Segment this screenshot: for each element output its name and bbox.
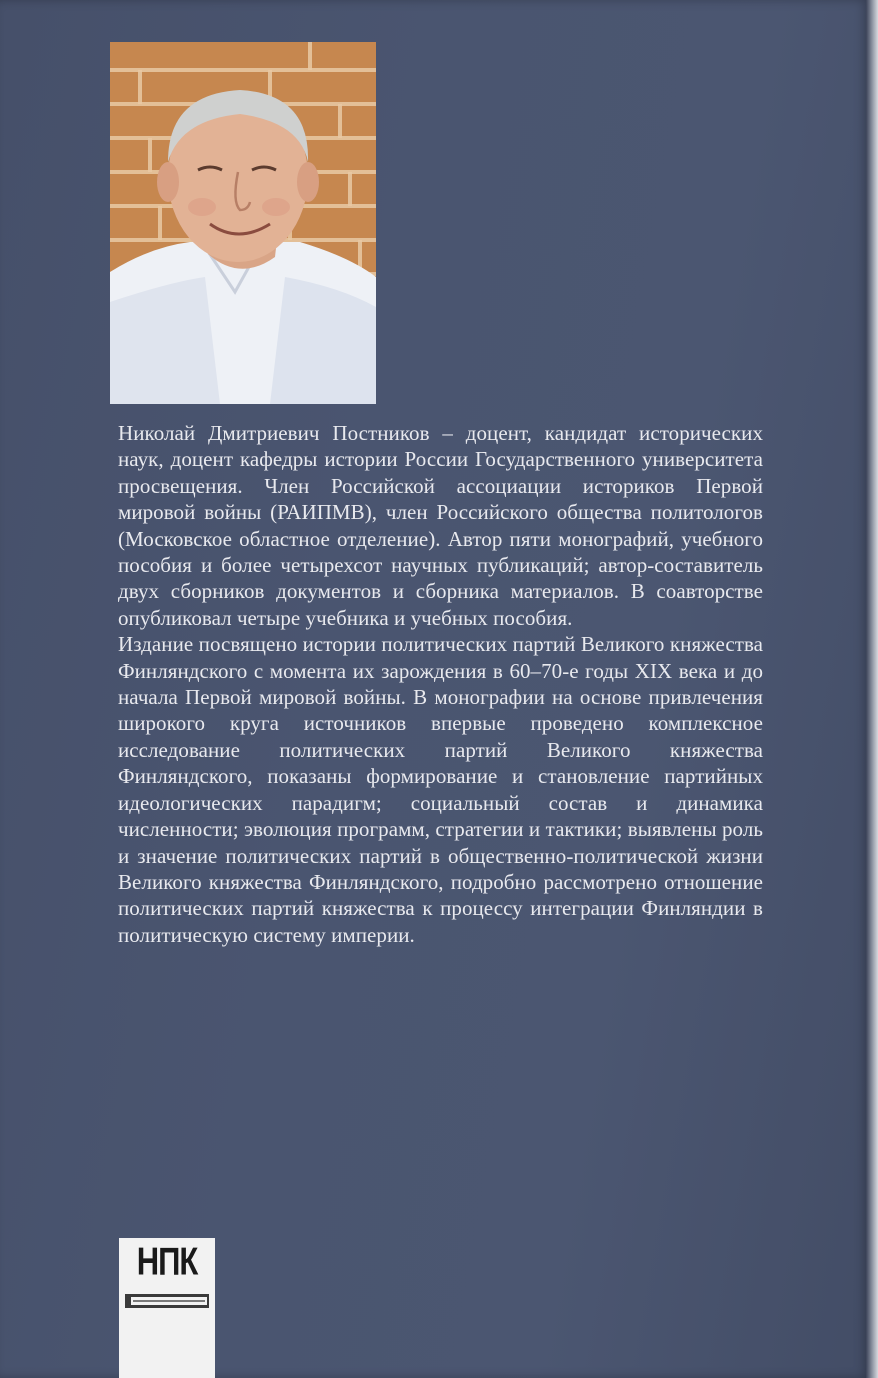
- author-biography: Николай Дмитриевич Постников – доцент, кандидат исторических наук, доцент кафедры истории России Государственного университета просвещения. Член Российской ассоциации историков Первой мировой войны (РАИПМВ), член Российского общества политологов (Московское областное отделение). Автор пяти монографий, учебного пособия и более четырехсот научных публикаций; автор-составитель двух сборников документов и сборника материалов. В соавторстве опубликовал четыре учебника и учебных пособия.: [118, 421, 763, 630]
- cover-edge: [866, 0, 878, 1378]
- back-cover-text: [118, 420, 763, 948]
- book-annotation: Издание посвящено истории политических партий Великого княжества Финляндского с момента их зарождения в 60–70-е годы XIX века и до начала Первой мировой войны. В монографии на основе привлечения широкого круга источников впервые проведено комплексное исследование политических партий Великого княжества Финляндского, показаны формирование и становление партийных идеологических парадигм; социальный состав и динамика численности; эволюция программ, стратегии и тактики; выявлены роль и значение политических партий в общественно-политической жизни Великого княжества Финляндского, подробно рассмотрено отношение политических партий княжества к процессу интеграции Финляндии в политическую систему империи.: [118, 632, 763, 947]
- publisher-logo-text: НПК: [136, 1239, 198, 1284]
- publisher-logo: [119, 1238, 215, 1378]
- book-icon: [125, 1292, 209, 1310]
- author-photo: [110, 42, 376, 404]
